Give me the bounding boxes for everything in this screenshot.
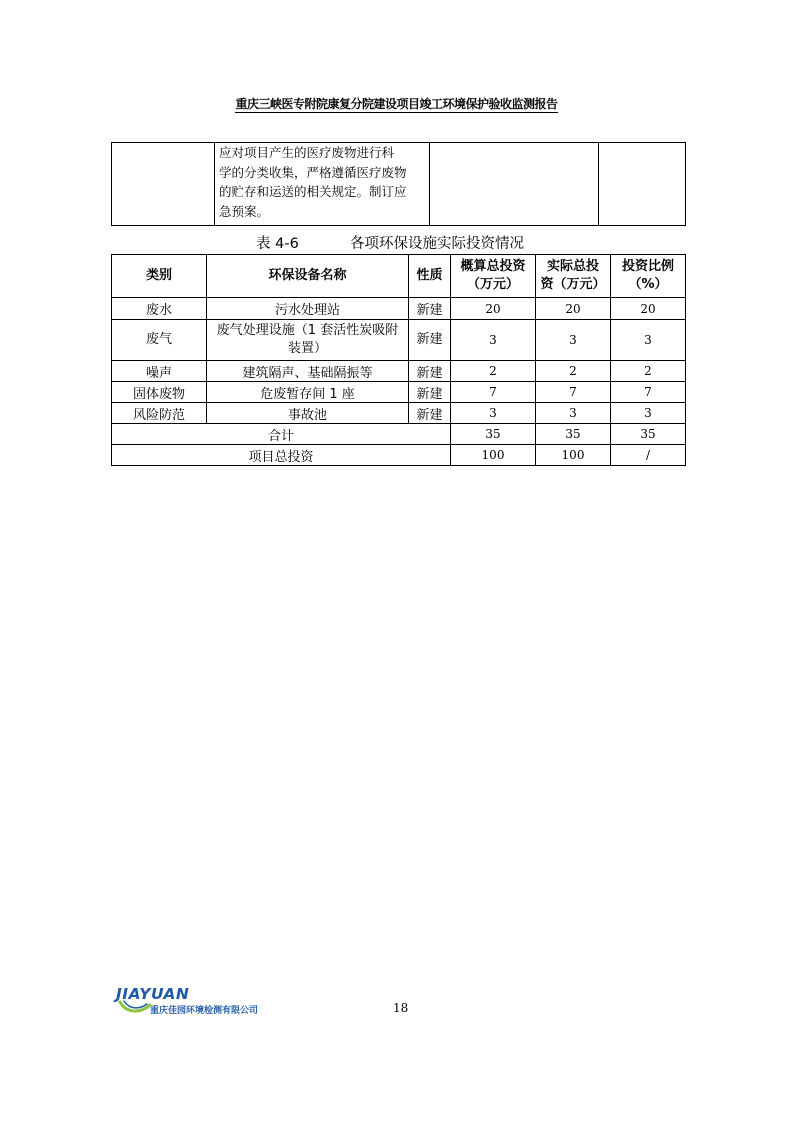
category-cell: 废水 bbox=[112, 298, 207, 320]
empty-cell bbox=[599, 143, 686, 226]
empty-cell bbox=[430, 143, 599, 226]
ratio-cell: 7 bbox=[611, 382, 686, 403]
description-line: 急预案。 bbox=[219, 203, 270, 219]
table-row bbox=[112, 298, 686, 320]
equipment-cell: 建筑隔声、基础隔振等 bbox=[207, 361, 409, 382]
subtotal-label: 合计 bbox=[112, 424, 451, 445]
actual-cell: 2 bbox=[536, 361, 611, 382]
equipment-cell: 事故池 bbox=[207, 403, 409, 424]
budget-cell: 2 bbox=[451, 361, 536, 382]
header-category: 类别 bbox=[112, 255, 207, 298]
subtotal-budget: 35 bbox=[451, 424, 536, 445]
header-row bbox=[112, 255, 686, 298]
category-cell: 噪声 bbox=[112, 361, 207, 382]
table-row bbox=[112, 143, 686, 226]
description-line: 应对项目产生的医疗废物进行科 bbox=[219, 145, 395, 160]
equipment-cell: 污水处理站 bbox=[207, 298, 409, 320]
ratio-cell: 3 bbox=[611, 320, 686, 361]
empty-cell bbox=[112, 143, 215, 226]
header-actual bbox=[536, 255, 611, 298]
ratio-cell: 3 bbox=[611, 403, 686, 424]
total-budget: 100 bbox=[451, 445, 536, 466]
company-logo bbox=[116, 985, 259, 1016]
budget-cell: 3 bbox=[451, 320, 536, 361]
header-ratio bbox=[611, 255, 686, 298]
category-cell: 固体废物 bbox=[112, 382, 207, 403]
equipment-line: 装置） bbox=[287, 341, 327, 356]
actual-cell: 3 bbox=[536, 403, 611, 424]
page-number: 18 bbox=[393, 1001, 409, 1015]
header-line: 投资比例 bbox=[621, 259, 674, 274]
header-line: （万元） bbox=[466, 277, 519, 292]
header-line: 概算总投资 bbox=[460, 259, 526, 274]
measure-description bbox=[215, 143, 430, 226]
nature-cell: 新建 bbox=[409, 298, 451, 320]
actual-cell: 3 bbox=[536, 320, 611, 361]
description-line: 的贮存和运送的相关规定。制订应 bbox=[219, 184, 407, 199]
investment-table bbox=[111, 254, 686, 466]
header-line: 资（万元） bbox=[540, 277, 606, 292]
table-row bbox=[112, 361, 686, 382]
total-label: 项目总投资 bbox=[112, 445, 451, 466]
header-line: （%） bbox=[628, 277, 668, 292]
ratio-cell: 2 bbox=[611, 361, 686, 382]
table-row bbox=[112, 403, 686, 424]
header-line: 实际总投 bbox=[546, 259, 599, 274]
total-actual: 100 bbox=[536, 445, 611, 466]
total-row bbox=[112, 445, 686, 466]
table-row bbox=[112, 320, 686, 361]
subtotal-actual: 35 bbox=[536, 424, 611, 445]
budget-cell: 3 bbox=[451, 403, 536, 424]
nature-cell: 新建 bbox=[409, 320, 451, 361]
nature-cell: 新建 bbox=[409, 382, 451, 403]
nature-cell: 新建 bbox=[409, 403, 451, 424]
logo-wordmark: JIAYUAN bbox=[116, 985, 190, 1003]
category-cell: 风险防范 bbox=[112, 403, 207, 424]
continuation-table bbox=[111, 142, 686, 226]
description-line: 学的分类收集，严格遵循医疗废物 bbox=[219, 164, 407, 180]
category-cell: 废气 bbox=[112, 320, 207, 361]
equipment-cell bbox=[207, 320, 409, 361]
actual-cell: 20 bbox=[536, 298, 611, 320]
page-header bbox=[0, 95, 793, 112]
logo-swoosh-icon bbox=[118, 996, 152, 1014]
ratio-cell: 20 bbox=[611, 298, 686, 320]
caption-title: 各项环保设施实际投资情况 bbox=[350, 236, 524, 252]
caption-number: 表 4-6 bbox=[256, 236, 299, 252]
nature-cell: 新建 bbox=[409, 361, 451, 382]
equipment-cell: 危废暂存间 1 座 bbox=[207, 382, 409, 403]
header-equipment: 环保设备名称 bbox=[207, 255, 409, 298]
company-name: 重庆佳园环境检测有限公司 bbox=[150, 1006, 259, 1016]
budget-cell: 7 bbox=[451, 382, 536, 403]
subtotal-row bbox=[112, 424, 686, 445]
header-nature: 性质 bbox=[409, 255, 451, 298]
actual-cell: 7 bbox=[536, 382, 611, 403]
subtotal-ratio: 35 bbox=[611, 424, 686, 445]
equipment-line: 废气处理设施（1 套活性炭吸附 bbox=[216, 323, 399, 338]
budget-cell: 20 bbox=[451, 298, 536, 320]
header-budget bbox=[451, 255, 536, 298]
total-ratio: / bbox=[611, 445, 686, 466]
report-title: 重庆三峡医专附院康复分院建设项目竣工环境保护验收监测报告 bbox=[235, 97, 558, 111]
table-row bbox=[112, 382, 686, 403]
